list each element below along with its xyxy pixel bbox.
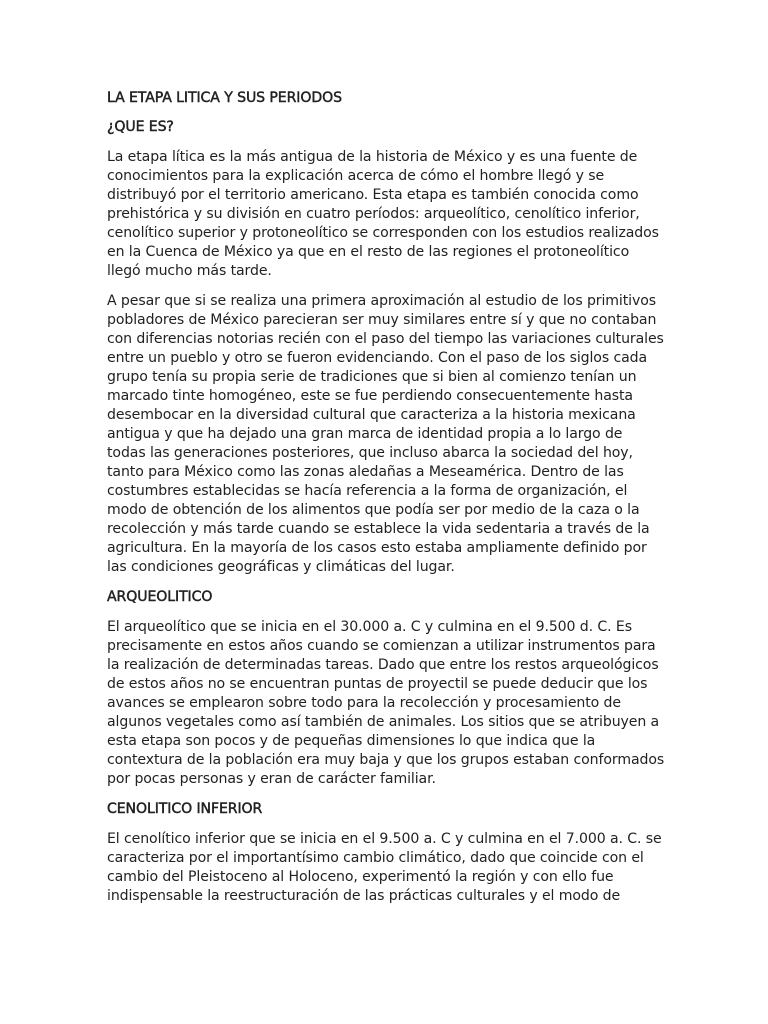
paragraph-cenolitico-inferior: El cenolítico inferior que se inicia en el 9.500 a. C y culmina en el 7.000 a. C. se caracteriza por el importantísimo cambio climático, dado que coincide con el cambio del Pleistoceno al Holoceno, experimentó la región y con ello fue indispensable la reestructuración de las prácticas culturales y el modo de <box>107 831 662 904</box>
section-heading-que-es: ¿QUE ES? <box>107 119 174 135</box>
paragraph-que-es-1: La etapa lítica es la más antigua de la historia de México y es una fuente de conocimientos para la explicación acerca de cómo el hombre llegó y se distribuyó por el territorio americano. Esta etapa es también conocida como prehistórica y su división en cuatro períodos: arqueolítico, cenolítico inferior, cenolítico superior y protoneolítico se corresponden con los estudios realizados en la Cuenca de México ya que en el resto de las regiones el protoneolítico llegó mucho más tarde. <box>107 149 659 279</box>
section-heading-cenolitico-inferior: CENOLITICO INFERIOR <box>107 801 263 817</box>
document-title: LA ETAPA LITICA Y SUS PERIODOS <box>107 90 342 106</box>
paragraph-que-es-2: A pesar que si se realiza una primera aproximación al estudio de los primitivos pobladores de México parecieran ser muy similares entre sí y que no contaban con diferencias notorias recién con el paso del tiempo las variaciones culturales entre un pueblo y otro se fueron evidenciando. Con el paso de los siglos cada grupo tenía su propia serie de tradiciones que si bien al comienzo tenían un marcado tinte homogéneo, este se fue perdiendo consecuentemente hasta desembocar en la diversidad cultural que caracteriza a la historia mexicana antigua y que ha dejado una gran marca de identidad propia a lo largo de todas las generaciones posteriores, que incluso abarca la sociedad del hoy, tanto para México como las zonas aledañas a Meseamérica. Dentro de las costumbres establecidas se hacía referencia a la forma de organización, el modo de obtención de los alimentos que podía ser por medio de la caza o la recolección y más tarde cuando se establece la vida sedentaria a través de la agricultura. En la mayoría de los casos esto estaba ampliamente definido por las condiciones geográficas y climáticas del lugar. <box>107 293 664 575</box>
section-heading-arqueolitico: ARQUEOLITICO <box>107 589 213 605</box>
paragraph-arqueolitico: El arqueolítico que se inicia en el 30.000 a. C y culmina en el 9.500 d. C. Es precisamente en estos años cuando se comienzan a utilizar instrumentos para la realización de determinadas tareas. Dado que entre los restos arqueológicos de estos años no se encuentran puntas de proyectil se puede deducir que los avances se emplearon sobre todo para la recolección y procesamiento de algunos vegetales como así también de animales. Los sitios que se atribuyen a esta etapa son pocos y de pequeñas dimensiones lo que indica que la contextura de la población era muy baja y que los grupos estaban conformados por pocas personas y eran de carácter familiar. <box>107 619 665 787</box>
document-body <box>107 89 665 917</box>
